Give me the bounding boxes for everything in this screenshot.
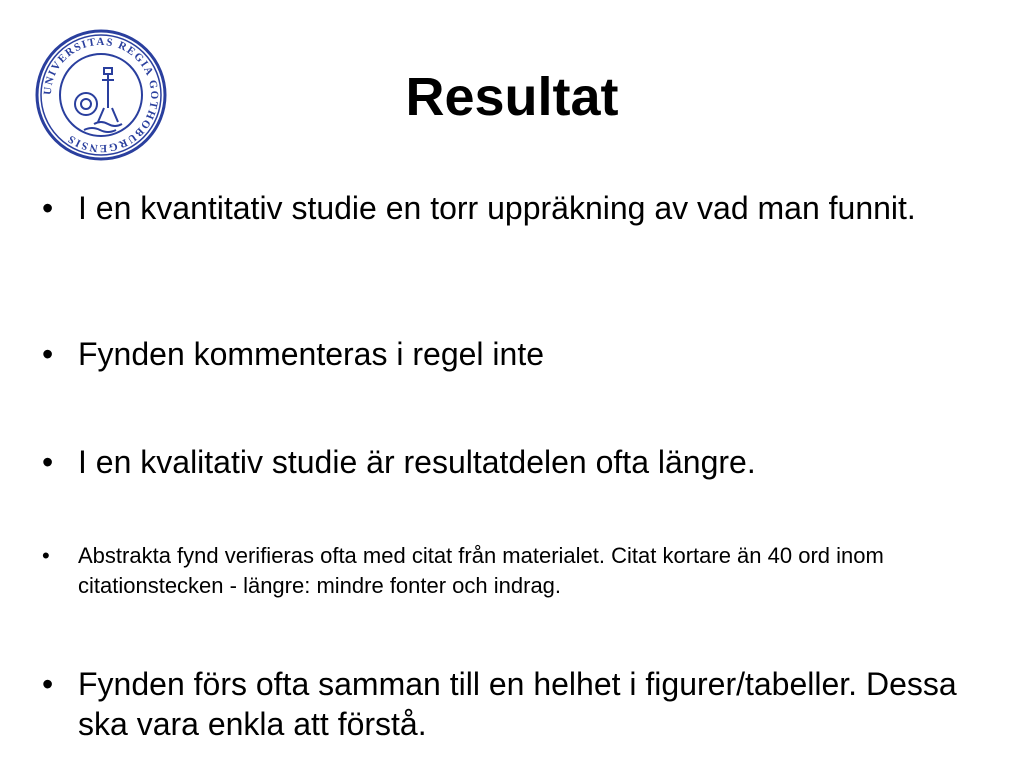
bullet-text: I en kvalitativ studie är resultatdelen ofta längre.: [78, 444, 756, 480]
bullet-marker: •: [42, 190, 54, 226]
bullet-marker: •: [42, 543, 50, 568]
bullet-item: [42, 334, 972, 374]
seal-ring-text: UNIVERSITAS REGIA GOTHOBURGENSIS: [41, 35, 161, 155]
bullet-text: Fynden kommenteras i regel inte: [78, 336, 544, 372]
bullet-text: Fynden förs ofta samman till en helhet i figurer/tabeller. Dessa ska vara enkla att förstå.: [78, 666, 957, 742]
bullet-marker: •: [42, 666, 54, 702]
bullet-text: Abstrakta fynd verifieras ofta med citat från materialet. Citat kortare än 40 ord inom citationstecken - längre: mindre fonter och indrag.: [78, 543, 884, 598]
bullet-item: [42, 664, 972, 744]
bullet-marker: •: [42, 336, 54, 372]
bullet-marker: •: [42, 444, 54, 480]
bullet-item: [42, 188, 972, 228]
bullet-item: [42, 442, 972, 482]
bullet-text: I en kvantitativ studie en torr uppräkning av vad man funnit.: [78, 190, 916, 226]
slide-title: Resultat: [405, 67, 619, 127]
bullet-item: [42, 541, 972, 601]
